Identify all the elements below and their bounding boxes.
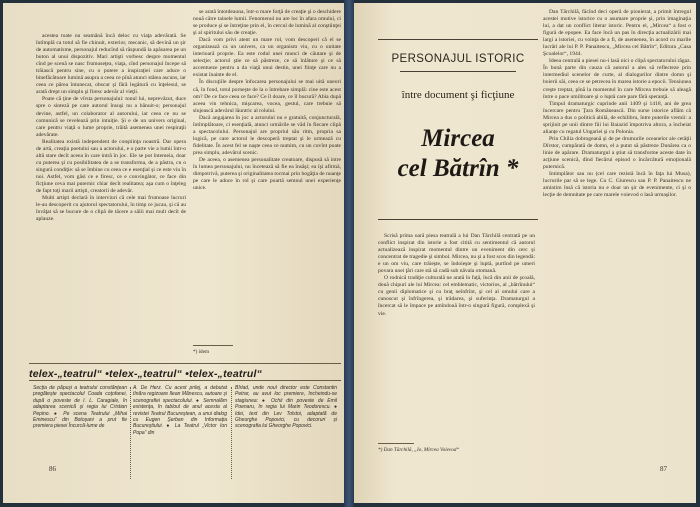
left-column-1 xyxy=(36,33,186,223)
telex-header-band xyxy=(29,363,341,381)
paragraph: Multi artişti declară în interviuri că cele mai frumoase lucruri le-au descoperit cu ajutorul spectatorului, în timp ce jucau, şi că au învăţat să se bucure de o clipă de tăcere a sălii mai mult decît de aplauze. xyxy=(36,195,186,223)
page-number-right: 87 xyxy=(660,465,667,473)
paragraph: se arată întotdeauna, într-o mare forţă de creaţie şi o deschidere nouă către tainele lumii. Fenomenul nu are loc în afara omului, ci se produce şi se întreţine prin el, în cercul de lumină al conştiinţei şi al spiritului său de creaţie. xyxy=(193,9,341,37)
title-rule-top xyxy=(378,39,538,40)
right-footnote: *) Dan Tărchilă, „Io, Mircea Voievod“ xyxy=(378,447,460,453)
section-kicker: PERSONAJUL ISTORIC xyxy=(391,53,525,65)
telex-header: telex-„teatrul“ •telex-„teatrul“ •telex-„teatrul“ xyxy=(29,368,263,380)
paragraph: Poate că ţine de vîrsta personajului: tonul lui, neprevăzut, duce spre o sinteză pe care autorul însuşi nu a bănuit-o; personajul devine, astfel, un colaborator al autorului, iar ceea ce nu se comunică se revelează prin intuiţie. Şi e de un univers original, care pentru viaţă o lume proprie, trăită asemenea unei respiraţii adevărate. xyxy=(36,96,186,138)
paragraph: De aceea, o asemenea personalitate creatoare, dispusă să intre în lumea personajului, nu încetează să fie ea însăşi; ea îşi afirmă, dimpotrivă, puterea şi originalitatea tocmai prin bogăţia de nuanţe pe care le aduce în rol şi care poartă semnul unei experienţe unice. xyxy=(193,156,341,192)
article-subtitle: între document şi ficţiune xyxy=(401,89,515,101)
paragraph: Realitatea există independent de conştiinţa noastră. Dar opera de artă, creaţia poetului sau a actorului, e o parte vie a lumii într-o altă stare decît aceea în care intră în joc. Ele se pot întemeia, doar cu puterea şi cu posibilitatea de a se transforma, de a păstra, cu o singură condiţie: să se îmbine cu ceea ce e esenţial şi ce este viu în noi. Astfel, vom găsi ce e firesc, ce e convingător, ce face din ficţiune ceva mai puternic chiar decît realitatea; aşa cum o înţeleg de fapt toţi marii artişti, creatorii de adevăr. xyxy=(36,138,186,195)
footnote-rule xyxy=(193,345,233,346)
paragraph: Dan Tărchilă, făcînd deci operă de pionierat, a primit întregul acestei motive istorice cu o asumare proprie şi, prin imaginaţia lui, a dat un conflict literar istoric. Pentru el, „Mircea“ a fost o figură de epopee. Ea face încă un pas în direcţia actualizării mai largi a istoriei, cu voinţa de a fi, de asemenea, în acord cu marile lucrări ale lui P. P. Panaitescu, „Mircea cel Bătrîn“, Editura „Casa Şcoalelor“, 1944. xyxy=(543,9,691,58)
paragraph: În discuţiile despre înfocarea personajului se mai uită uneori că, în fond, totul porneşte de la o întrebare simplă: cine este acest om? De ce face ceea ce face? Ce îl doare, ce îl bucură? Abia după aceea vin tehnica, mişcarea, vocea, gestul, care trebuie să slujească adevărul lăuntric al rolului. xyxy=(193,79,341,114)
right-column-2 xyxy=(543,9,691,199)
page-number-left: 86 xyxy=(49,465,56,473)
paragraph: acestea toate nu seamănă încă deloc cu viaţa adevărată. Se întîmplă ca totul să fie chinuit, exterior, mecanic, să devină un şir de automatisme, personajul reducînd să răspundă la apăsarea pe un buton al unui dispozitiv. Mari artişti vorbesc despre momentul cînd pe scenă se nasc frumuseţea, viaţa, cînd personajul începe să trăiască pentru sine, cu o putere a inspiraţiei care aduce o binefăcătoare lumină asupra a ceea ce pînă atunci stătea ascuns, iar ceea ce părea întunecat, obscur şi fără legătură cu înţelesul, se arată drept un simplu şi firesc adevăr al vieţii. xyxy=(36,33,186,96)
left-column-2 xyxy=(193,9,341,192)
telex-column-1: Secţia de păpuşi a teatrului constănţean pregăteşte spectacolul Coada coţofanei, după o poveste de I. L. Caragiale, în adaptarea scenică şi regia lui Cristian Pepino. ● Pe scena Teatrului „Mihai Eminescu“ din Botoşani a prut fie premiera piesei Încurcă-lume de xyxy=(33,385,127,430)
paragraph: Dacă angajarea în joc a actorului nu e gratuită, conjuncturală, întîmplătoare, ci esenţială, atunci urmările se văd în fiecare clipă a spectacolului. Personajul are propriul său ritm, propria sa logică, pe care actorul le descoperă treptat şi le urmează cu fidelitate. În acest fel se naşte ceea ce numim, cu un cuvînt poate prea simplu, adevărul scenic. xyxy=(193,114,341,156)
right-column-1 xyxy=(378,233,535,318)
article-title xyxy=(378,124,538,184)
left-footnote: *) idem xyxy=(193,349,209,355)
paragraph: Timpul dramaturgic cuprinde anii 1409 şi 1418, ani de grea încercare pentru Ţara Românească. Din surse istorice aflăm că Mircea a dus o politică abilă, de echilibru, între puterile vremii: a sprijinit pe unii dintre fiii lui Baiazid împotriva altora, a încheiat alianţe cu regatul Ungariei şi cu Polonia. xyxy=(543,100,691,135)
paragraph: Scrisă prima oară piesa teatrală a lui Dan Tărchilă centrată pe un conflict inspirat din istorie a fost citită cu sentimentul că autorul actualizează inspirat momentul dintre un eveniment din cerc şi concentrat de tragedie şi simbol. Mircea, nu şi a fost scos din legendă: e un om viu, care trăieşte, se îndoieşte şi luptă, purtînd pe umeri povara unei ţări care stă să cadă sub năvala otomană. xyxy=(378,233,535,275)
paragraph: O rodnică tradiţie culturală ne arată în faţă, încă din anii de şcoală, două chipuri ale lui Mircea: cel emblematic, victorios, al „bătrînului“ cu genii diplomatice şi cu braţ neînfrînt, şi cel al omului care a cunoscut şi înfrîngerea, şi trădarea, şi suferinţa. Dramaturgul a încercat să le împace pe amîndouă într-o singură figură, complexă şi vie. xyxy=(378,275,535,317)
paragraph: Intimplător sau nu (cel care rezistă încă în faţa lui Musa), lucrurile par să se lege. Cu C. Giurescu sau P. P. Panaitescu ne amintim însă că istoria nu e doar un şir de evenimente, ci şi o lecţie de demnitate pe care marele voievod o lasă urmaşilor. xyxy=(543,171,691,199)
telex-column-3: Bîrlad, unde noul director este Constantin Petrar, au avut loc premiere, încheindu-se stagiunea: ● Ochii din poveste de Emil Poenaru, în regia lui Marin Teodorescu. ● Idei, text din Lev Tolstoi, adaptată de Gheorghe Popovici, cu decoruri şi scenografia lui Gheorghe Popovici. xyxy=(235,385,337,430)
title-line-2: cel Bătrîn * xyxy=(397,155,519,182)
column-divider xyxy=(130,387,131,479)
paragraph: Prin Chilia dobrogeană şi de pe drumurile oceanelor ale cetăţii Dîrstor, cumpărată de domn, el a putut să păstreze Dunărea ca o linie de apărare. Dramaturgul a ştiut să transforme aceste date în acţiune scenică, dînd fiecărui episod o încărcătură emoţională puternică. xyxy=(543,135,691,171)
kicker-rule xyxy=(400,71,516,72)
left-page xyxy=(3,3,344,503)
footnote-rule xyxy=(378,443,414,444)
title-line-1: Mircea xyxy=(421,125,495,152)
book-spine xyxy=(344,0,354,507)
telex-column-2: A. De Herz. Cu acest prilej, a debutat tînăra regizoare Ilean Mănescu, autoare şi scenografiei spectacolului. ● Semnalăm existenţa, în tabloul de anul acesta al revistei Teatrul Bucureştean, a unui dialog cu Eugen Şerban din Informaţia Bucureştiului. ● La Teatrul „Victor Ion Popa“ din xyxy=(133,385,227,436)
paragraph: Ideea centrală a piesei nu-i lasă nici o clipă spectatorului răgaz. În bună parte din cauza că autorul a ales să reflecteze prin intermediul scenelor de curte, al dialogurilor dintre domn şi boierii săi, ceea ce se petrecea în marea istorie a epocii. Tensiunea creşte treptat, pînă la momentul în care Mircea trebuie să aleagă între o pace umilitoare şi o luptă care pare fără speranţă. xyxy=(543,58,691,100)
article-title-block xyxy=(378,43,538,184)
paragraph: Dacă vom privi atent un mare rol, vom descoperi că el se organizează ca un univers, ca un organism viu, cu o unitate interioară proprie. Ea este rodul unei munci de căutare şi de selecţie; actorul ştie ce să păstreze, ce să înlăture şi ce să accentueze pentru a da viaţă unui destin, unei fiinţe care nu a existat înainte de el. xyxy=(193,37,341,79)
column-divider xyxy=(231,387,232,479)
title-rule-bottom xyxy=(378,219,538,220)
right-page xyxy=(354,3,696,503)
